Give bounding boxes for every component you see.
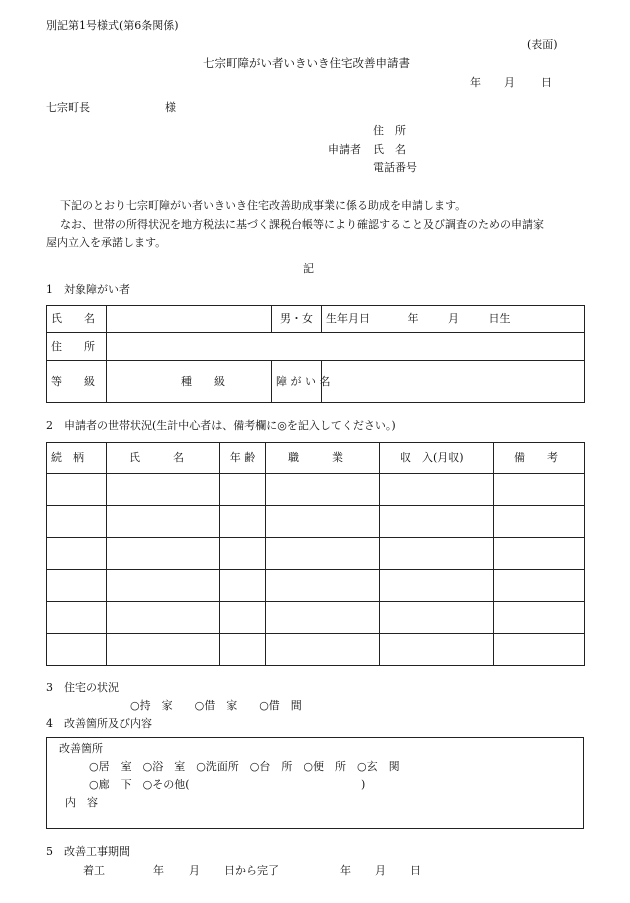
col-age: 年 齢: [220, 443, 266, 474]
section3-heading: 3 住宅の状況: [46, 681, 119, 694]
honorific: 様: [165, 101, 176, 114]
s1-name-value[interactable]: [107, 306, 272, 333]
table-row[interactable]: [47, 634, 585, 666]
applicant-address-label: 住 所: [373, 124, 406, 137]
intro-line-1: 下記のとおり七宗町障がい者いきいき住宅改善助成事業に係る助成を申請します。: [60, 199, 467, 212]
s5-day2: 日: [410, 864, 421, 877]
s5-month: 月: [189, 864, 200, 877]
applicant-name-label: 氏 名: [373, 143, 406, 156]
form-number: 別記第1号様式(第6条関係): [46, 19, 179, 32]
s4-location-label: 改善箇所: [59, 742, 103, 755]
s1-dob[interactable]: [322, 306, 585, 333]
s1-dob-month: 月: [448, 312, 459, 326]
improvement-box: [46, 737, 584, 829]
intro-line-2: なお、世帯の所得状況を地方税法に基づく課税台帳等により確認すること及び調査のための申請家: [60, 218, 544, 231]
s1-name-label: 氏 名: [47, 306, 107, 333]
table-row[interactable]: [47, 602, 585, 634]
s1-sex[interactable]: 男・女: [272, 306, 322, 333]
s5-start: 着工: [83, 864, 105, 877]
col-relation: 続 柄: [47, 443, 107, 474]
s1-dob-label: 生年月日: [326, 312, 370, 326]
s1-address-value[interactable]: [107, 333, 585, 361]
s1-dob-day: 日生: [488, 312, 511, 326]
s5-year2: 年: [340, 864, 351, 877]
section5-heading: 5 改善工事期間: [46, 845, 130, 858]
date-month: 月: [504, 76, 515, 89]
table-row[interactable]: [47, 474, 585, 506]
s5-month2: 月: [375, 864, 386, 877]
s1-address-label: 住 所: [47, 333, 107, 361]
target-person-table: [46, 305, 585, 403]
col-name: 氏 名: [107, 443, 220, 474]
table-row[interactable]: [47, 570, 585, 602]
addressee: 七宗町長: [46, 101, 90, 114]
housing-options[interactable]: ○持 家 ○借 家 ○借 間: [130, 699, 302, 712]
section2-heading: 2 申請者の世帯状況(生計中心者は、備考欄に◎を記入してください。): [46, 419, 396, 432]
intro-line-3: 屋内立入を承諾します。: [46, 236, 167, 249]
table-row[interactable]: [47, 538, 585, 570]
date-year: 年: [470, 76, 481, 89]
s1-disability-value[interactable]: [322, 361, 585, 403]
date-day: 日: [541, 76, 552, 89]
applicant-role-label: 申請者: [328, 143, 361, 156]
s4-location-row2[interactable]: ○廊 下 ○その他(: [89, 778, 190, 791]
ki-label: 記: [303, 262, 314, 275]
s1-grade-label: 等 級: [47, 361, 107, 403]
s4-location-row1[interactable]: ○居 室 ○浴 室 ○洗面所 ○台 所 ○便 所 ○玄 関: [89, 760, 400, 773]
s4-location-row2-close: ): [361, 778, 366, 791]
household-table: [46, 442, 585, 666]
form-title: 七宗町障がい者いきいき住宅改善申請書: [203, 56, 410, 70]
section4-heading: 4 改善箇所及び内容: [46, 717, 152, 730]
s4-content-label: 内 容: [65, 796, 98, 809]
side-label: (表面): [527, 38, 558, 51]
applicant-phone-label: 電話番号: [373, 161, 417, 174]
col-remarks: 備 考: [494, 443, 585, 474]
s1-dob-year: 年: [407, 312, 419, 326]
s1-kind-label[interactable]: 種 級: [107, 361, 272, 403]
s1-disability-label: 障 が い 名: [272, 361, 322, 403]
s5-day-from: 日から完了: [224, 864, 279, 877]
section1-heading: 1 対象障がい者: [46, 283, 130, 296]
table-row[interactable]: [47, 506, 585, 538]
col-occupation: 職 業: [266, 443, 380, 474]
col-income: 収 入(月収): [380, 443, 494, 474]
s5-year: 年: [153, 864, 164, 877]
